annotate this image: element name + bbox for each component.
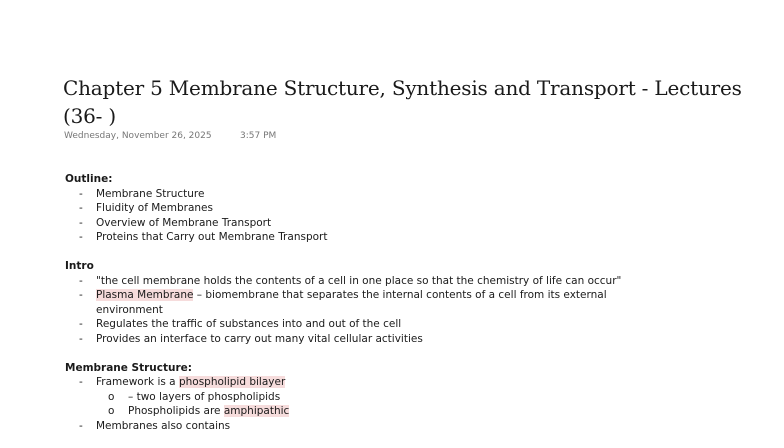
- list-item: [65, 375, 665, 419]
- structure-list: [65, 375, 665, 433]
- term-definition: – biomembrane that separates the internal contents of a cell from its external environment: [96, 289, 607, 316]
- text-run: Phospholipids are: [128, 405, 224, 418]
- list-item: - "the cell membrane holds the contents of a cell in one place so that the chemistry of life can occur": [65, 274, 665, 289]
- highlighted-term: Plasma Membrane: [96, 289, 194, 302]
- list-item: - Membranes also contains: [65, 419, 665, 434]
- list-item: [65, 288, 665, 317]
- list-item: - Fluidity of Membranes: [65, 201, 665, 216]
- outline-list: [65, 187, 665, 245]
- list-item: - Proteins that Carry out Membrane Transport: [65, 230, 665, 245]
- sub-list-item: [96, 404, 665, 419]
- outline-heading: Outline:: [65, 173, 113, 185]
- list-item: - Membrane Structure: [65, 187, 665, 202]
- highlighted-term: phospholipid bilayer: [178, 376, 286, 389]
- note-time: 3:57 PM: [240, 131, 277, 141]
- intro-heading: Intro: [65, 259, 94, 272]
- note-metadata: [64, 131, 277, 141]
- text-run: Framework is a: [96, 376, 179, 389]
- intro-list: [65, 274, 665, 347]
- structure-heading: Membrane Structure:: [65, 361, 192, 374]
- page-title: Chapter 5 Membrane Structure, Synthesis and Transport - Lectures (36- ): [63, 76, 742, 128]
- highlighted-term: amphipathic: [223, 405, 290, 418]
- sub-list: [96, 390, 665, 419]
- note-body[interactable]: [65, 172, 665, 448]
- outline-section: [65, 172, 665, 245]
- sub-list-item: o – two layers of phospholipids: [96, 390, 665, 405]
- list-item: - Overview of Membrane Transport: [65, 216, 665, 231]
- intro-section: [65, 259, 665, 347]
- list-item: - Provides an interface to carry out many vital cellular activities: [65, 332, 665, 347]
- note-date: Wednesday, November 26, 2025: [64, 131, 212, 141]
- structure-section: [65, 361, 665, 434]
- list-item: - Regulates the traffic of substances into and out of the cell: [65, 317, 665, 332]
